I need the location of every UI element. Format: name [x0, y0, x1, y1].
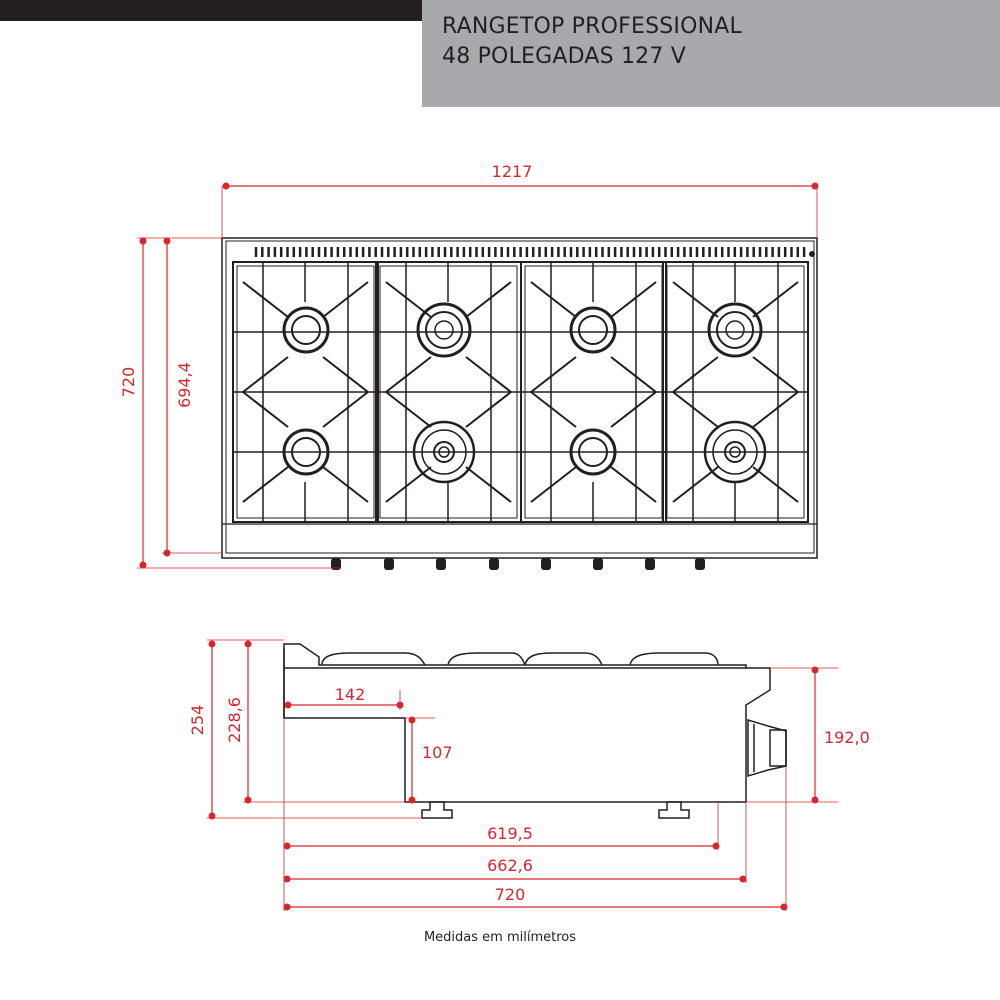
dim-depth-720-side: 720: [494, 885, 526, 904]
units-note: Medidas em milímetros: [423, 930, 577, 945]
product-subtitle: 48 POLEGADAS 127 V: [442, 44, 687, 69]
control-knob: [695, 558, 705, 570]
dim-cutout-142: 142: [334, 685, 366, 704]
control-knob: [593, 558, 603, 570]
dim-depth-662: 662,6: [487, 856, 533, 875]
dim-cutout-107: 107: [422, 743, 453, 762]
side-view: [284, 644, 786, 818]
control-knob: [541, 558, 551, 570]
dim-height-228: 228,6: [225, 697, 244, 743]
top-view: [222, 238, 817, 570]
dim-width-1217: 1217: [491, 162, 533, 181]
dim-height-254: 254: [188, 704, 207, 736]
dim-knob-192: 192,0: [824, 728, 870, 747]
control-knob: [436, 558, 446, 570]
control-knob: [645, 558, 655, 570]
dim-depth-720: 720: [119, 366, 138, 398]
dim-depth-694: 694,4: [175, 362, 194, 408]
top-view-dimensions: [137, 183, 819, 569]
product-title: RANGETOP PROFESSIONAL: [442, 14, 742, 39]
control-knob: [489, 558, 499, 570]
dim-depth-619: 619,5: [487, 824, 533, 843]
control-knob: [384, 558, 394, 570]
